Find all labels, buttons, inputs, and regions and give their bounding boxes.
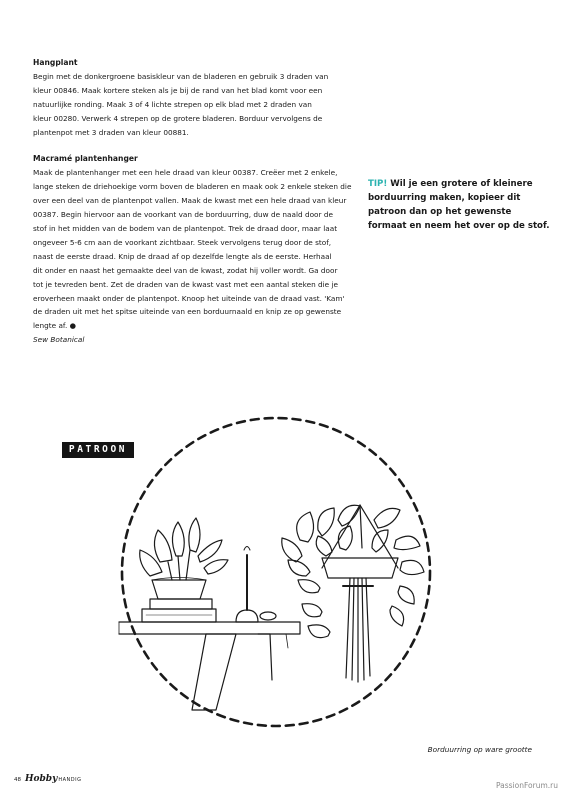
hangplant-heading: Hangplant: [33, 58, 78, 67]
hangplant-line: natuurlijke ronding. Maak 3 of 4 lichte strepen op elk blad met 2 draden van: [33, 99, 312, 109]
macrame-line: lengte af. ●: [33, 321, 76, 331]
embroidery-hoop-outline: [122, 418, 430, 726]
page-number: 48: [14, 777, 21, 783]
hangplant-line: kleur 00280. Verwerk 4 strepen op de grotere bladeren. Borduur vervolgens de: [33, 113, 323, 123]
tip-line: [368, 178, 548, 192]
magazine-logo: Hobby: [25, 774, 58, 784]
table-leg: [258, 634, 272, 680]
pattern-caption: Borduurring op ware grootte: [427, 745, 532, 754]
tip-box: [368, 178, 548, 234]
book: [150, 599, 212, 609]
macrame-line: stof in het midden van de bodem van de plantenpot. Trek de draad door, maar laat: [33, 223, 338, 233]
author-signature: Sew Botanical: [33, 335, 85, 345]
hangplant-section: [33, 56, 351, 139]
watermark: PassionForum.ru: [495, 781, 558, 790]
macrame-line: de draden uit met het spitse uiteinde van een borduurnaald en knip ze op gewenste: [33, 307, 342, 317]
page-footer: [14, 774, 81, 788]
small-plant-leaves: [140, 518, 228, 580]
macrame-line: tot je tevreden bent. Zet de draden van de kwast vast met een aantal steken die je: [33, 279, 339, 289]
hangplant-line: Begin met de donkergroene basiskleur van de bladeren en gebruik 3 draden van: [33, 71, 329, 81]
macrame-line: eroverheen maakt onder de plantenpot. Knoop het uiteinde van de draad vast. 'Kam': [33, 293, 345, 303]
macrame-line: 00387. Begin hiervoor aan de voorkant van de borduurring, duw de naald door de: [33, 210, 333, 220]
macrame-heading: Macramé plantenhanger: [33, 154, 138, 164]
tip-line: formaat en neem het over op de stof.: [368, 220, 550, 231]
hanging-plant-pot: [322, 558, 398, 578]
pattern-label: PATROON: [62, 442, 134, 458]
table-leg: [192, 634, 236, 710]
candle-holder: [236, 610, 258, 622]
hangplant-line: plantenpot met 3 draden van kleur 00881.: [33, 127, 189, 137]
macrame-section: [33, 152, 351, 347]
macrame-line: over een deel van de plantenpot vallen. Maak de kwast met een hele draad van kleur: [33, 196, 347, 206]
tip-text: Wil je een grotere of kleinere: [387, 179, 533, 189]
macrame-tassel: [346, 578, 370, 682]
macrame-line: Maak de plantenhanger met een hele draad van kleur 00387. Creëer met 2 enkele,: [33, 168, 338, 178]
embroidery-pattern-illustration: [0, 380, 566, 760]
tip-line: patroon dan op het gewenste: [368, 206, 512, 217]
macrame-line: naast de eerste draad. Knip de draad af op dezelfde lengte als de eerste. Herhaal: [33, 251, 332, 261]
tip-line: borduurring maken, kopieer dit: [368, 192, 521, 203]
table-top: [119, 622, 300, 634]
macrame-line: lange steken de driehoekige vorm boven de bladeren en maak ook 2 enkele steken die: [33, 182, 352, 192]
small-plant-pot: [152, 580, 206, 599]
macrame-hanger: [322, 505, 398, 682]
book: [142, 609, 216, 622]
hangplant-line: kleur 00846. Maak kortere steken als je bij de rand van het blad komt voor een: [33, 85, 323, 95]
macrame-line: dit onder en naast het gemaakte deel van de kwast, zodat hij voller wordt. Ga door: [33, 265, 338, 275]
instructions-column: [33, 56, 351, 360]
magazine-logo-sub: HANDIG: [58, 777, 82, 783]
macrame-line: ongeveer 5-6 cm aan de voorkant zichtbaar. Steek vervolgens terug door de stof,: [33, 237, 332, 247]
tip-label: TIP!: [368, 179, 388, 189]
